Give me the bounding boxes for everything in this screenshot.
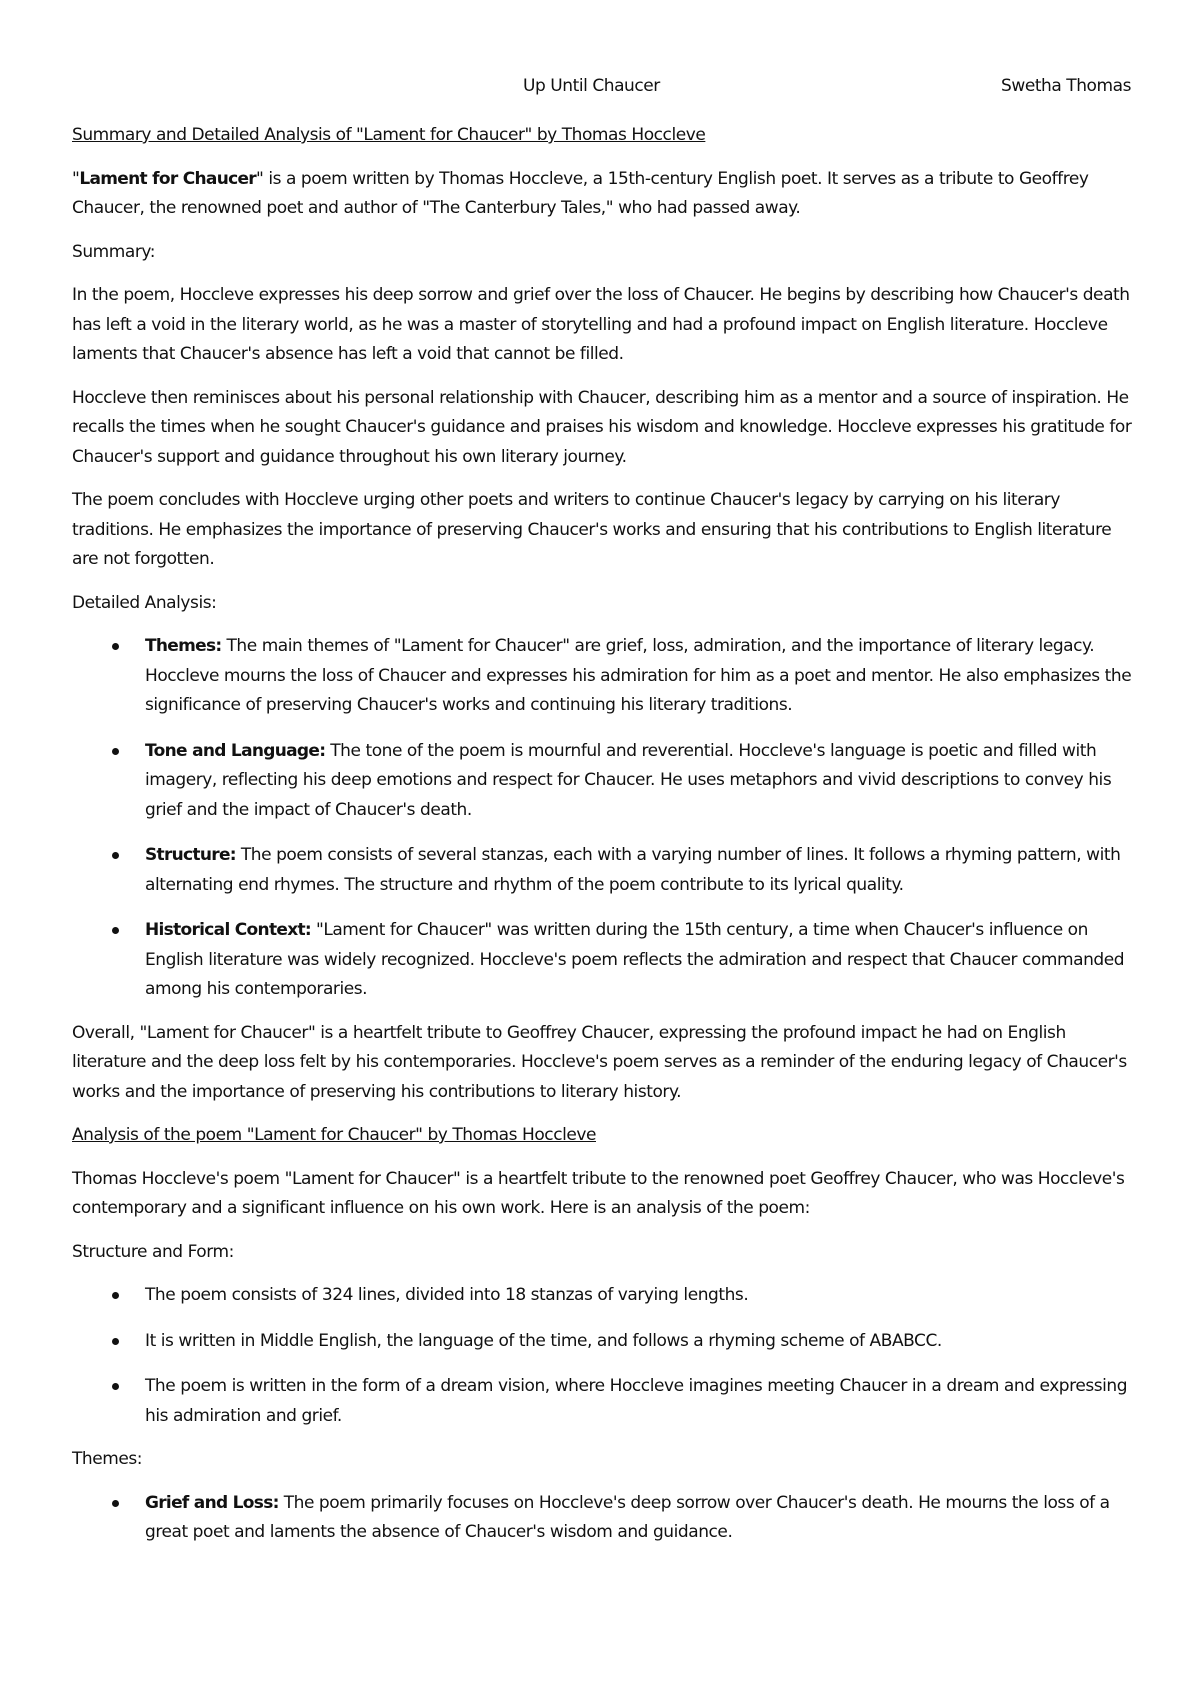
themes-label: Themes: [72,1449,143,1469]
detailed-analysis-label: Detailed Analysis: [72,592,217,613]
list-item-colon: : [215,636,222,656]
header-author: Swetha Thomas [1001,76,1131,96]
list-item-text: The poem is written in the form of a dream vision, where Hoccleve imagines meeting Chaucer in a dream and expressing his admiration and grief. [145,1376,1128,1426]
bullet-icon [112,1383,119,1390]
list-item-colon: : [304,920,311,940]
analysis-list [72,632,1137,1005]
list-item-term: Tone and Language [145,740,320,761]
summary-paragraph-3: The poem concludes with Hoccleve urging other poets and writers to continue Chaucer's legacy by carrying on his literary traditions. He emphasizes the importance of preserving Chaucer's works and ensuring that his contributions to English literature are not forgotten. [72,490,1112,569]
list-item-colon: : [229,845,236,865]
themes-list [72,1489,1137,1548]
list-item [72,737,1137,826]
list-item-text: The tone of the poem is mournful and reverential. Hoccleve's language is poetic and filled with imagery, reflecting his deep emotions and respect for Chaucer. He uses metaphors and vivid descriptions to convey his grief and the impact of Chaucer's death. [145,740,1112,820]
structure-list [72,1281,1137,1431]
list-item-text: It is written in Middle English, the language of the time, and follows a rhyming scheme of ABABCC. [145,1330,942,1351]
list-item-text: The poem consists of several stanzas, each with a varying number of lines. It follows a rhyming pattern, with alternating end rhymes. The structure and rhythm of the poem contribute to its lyrical quality. [145,845,1121,895]
list-item-term: Structure [145,845,230,865]
section-heading-summary: Summary and Detailed Analysis of "Lament for Chaucer" by Thomas Hoccleve [72,125,706,145]
document-body [72,121,1137,1562]
list-item-colon: : [319,740,326,761]
summary-label: Summary: [72,241,156,262]
bullet-icon [112,852,119,859]
list-item [72,1372,1137,1431]
list-item [72,1489,1137,1548]
bullet-icon [112,748,119,755]
list-item-text: The main themes of "Lament for Chaucer" are grief, loss, admiration, and the importance of literary legacy. Hoccleve mourns the loss of Chaucer and expresses his admiration for him as a poet and mentor. He also emphasizes the significance of preserving Chaucer's works and continuing his literary traditions. [145,636,1132,715]
list-item-colon: : [272,1492,279,1513]
header-title: Up Until Chaucer [523,76,660,96]
list-item-text: The poem primarily focuses on Hoccleve's deep sorrow over Chaucer's death. He mourns the loss of a great poet and laments the absence of Chaucer's wisdom and guidance. [145,1492,1110,1542]
summary-paragraph-1: In the poem, Hoccleve expresses his deep sorrow and grief over the loss of Chaucer. He begins by describing how Chaucer's death has left a void in the literary world, as he was a master of storytelling and had a profound impact on English literature. Hoccleve laments that Chaucer's absence has left a void that cannot be filled. [72,285,1130,364]
bullet-icon [112,927,119,934]
structure-form-label: Structure and Form: [72,1241,234,1262]
list-item [72,841,1137,900]
list-item-term: Grief and Loss [145,1492,273,1513]
bullet-icon [112,643,119,650]
bullet-icon [112,1500,119,1507]
bullet-icon [112,1338,119,1345]
list-item [72,1327,1137,1357]
list-item [72,632,1137,721]
intro-paragraph [72,165,1137,224]
list-item-text: "Lament for Chaucer" was written during the 15th century, a time when Chaucer's influence on English literature was widely recognized. Hoccleve's poem reflects the admiration and respect that Chaucer commanded among his contemporaries. [145,920,1125,999]
list-item-term: Historical Context [145,920,305,940]
bullet-icon [112,1292,119,1299]
intro-bold-title: Lament for Chaucer [79,168,256,189]
page-header [0,76,1200,100]
analysis-intro-paragraph: Thomas Hoccleve's poem "Lament for Chaucer" is a heartfelt tribute to the renowned poet Geoffrey Chaucer, who was Hoccleve's contemporary and a significant influence on his own work. Here is an analysis of the poem: [72,1168,1125,1218]
list-item [72,916,1137,1005]
intro-rest: " is a poem written by Thomas Hoccleve, a 15th-century English poet. It serves as a tribute to Geoffrey Chaucer, the renowned poet and author of "The Canterbury Tales," who had passed away. [72,168,1089,218]
list-item-text: The poem consists of 324 lines, divided into 18 stanzas of varying lengths. [145,1285,749,1305]
summary-paragraph-2: Hoccleve then reminisces about his personal relationship with Chaucer, describing him as a mentor and a source of inspiration. He recalls the times when he sought Chaucer's guidance and praises his wisdom and knowledge. Hoccleve expresses his gratitude for Chaucer's support and guidance throughout his own literary journey. [72,387,1132,467]
list-item-term: Themes [145,636,216,656]
overall-paragraph: Overall, "Lament for Chaucer" is a heartfelt tribute to Geoffrey Chaucer, expressing the profound impact he had on English literature and the deep loss felt by his contemporaries. Hoccleve's poem serves as a reminder of the enduring legacy of Chaucer's works and the importance of preserving his contributions to literary history. [72,1022,1127,1102]
list-item [72,1281,1137,1311]
section-heading-analysis: Analysis of the poem "Lament for Chaucer" by Thomas Hoccleve [72,1125,596,1145]
intro-quote-open: " [72,168,80,189]
